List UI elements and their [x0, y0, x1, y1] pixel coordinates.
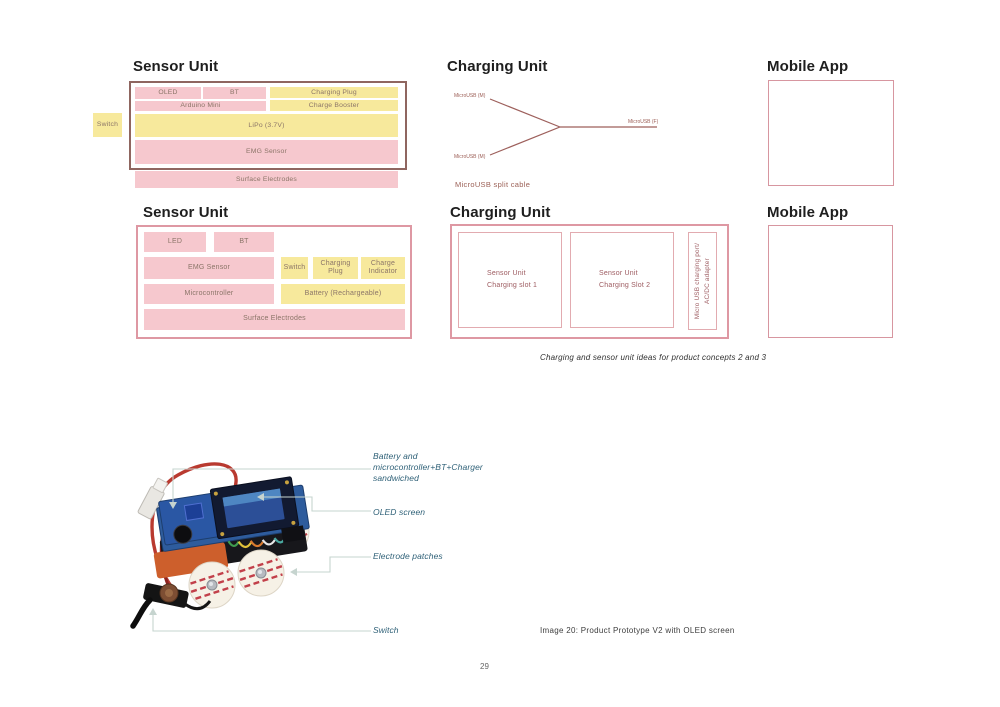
mobile-app-1-title: Mobile App	[767, 58, 849, 75]
image-caption: Image 20: Product Prototype V2 with OLED screen	[540, 626, 735, 635]
block-bt-1: BT	[203, 87, 266, 99]
split-cable-caption: MicroUSB split cable	[455, 180, 531, 189]
leader-electrodes	[296, 557, 371, 572]
cable-branch-bottom	[490, 127, 560, 155]
block-surface-electrodes-2: Surface Electrodes	[144, 309, 405, 330]
leader-switch	[153, 614, 371, 631]
sensor-unit-1-title: Sensor Unit	[133, 58, 219, 75]
cable-label-male-bottom: MicroUSB (M)	[454, 154, 486, 160]
usb-port-line2: AC/DC adapter	[703, 258, 711, 304]
block-surface-electrodes-1: Surface Electrodes	[135, 171, 398, 188]
circuit-board-stack	[145, 475, 314, 579]
block-bt-2: BT	[214, 232, 274, 252]
block-switch-1: Switch	[93, 113, 122, 137]
mobile-app-2-title: Mobile App	[767, 204, 849, 221]
block-charge-indicator: Charge Indicator	[361, 257, 405, 279]
sensor-unit-2-title: Sensor Unit	[143, 204, 229, 221]
block-switch-2: Switch	[281, 257, 308, 279]
electrode-patch	[238, 550, 285, 596]
arrow-up-icon	[149, 608, 157, 615]
cable-label-male-top: MicroUSB (M)	[454, 93, 486, 99]
usb-port-label	[693, 233, 713, 329]
label-oled: OLED screen	[373, 507, 426, 517]
charging-slot-2	[570, 232, 674, 328]
mobile-app-1-box	[768, 80, 894, 186]
label-electrodes: Electrode patches	[373, 551, 443, 561]
label-switch: Switch	[373, 625, 399, 635]
slot2-line1: Sensor Unit	[599, 269, 638, 277]
block-lipo: LiPo (3.7V)	[135, 114, 398, 137]
block-charging-plug-2: Charging Plug	[313, 257, 358, 279]
label-battery: Battery and microcontroller+BT+Charger sandwiched	[373, 451, 483, 484]
page-number: 29	[480, 662, 489, 671]
split-cable-diagram	[440, 86, 670, 186]
block-charging-plug-1: Charging Plug	[270, 87, 398, 98]
concepts-caption: Charging and sensor unit ideas for product concepts 2 and 3	[540, 353, 767, 362]
slot2-line2: Charging Slot 2	[599, 282, 651, 289]
charging-unit-1-title: Charging Unit	[447, 58, 548, 75]
block-arduino-mini: Arduino Mini	[135, 101, 266, 111]
prototype-photo	[130, 440, 380, 665]
slot1-line1: Sensor Unit	[487, 269, 526, 277]
cable-branch-top	[490, 99, 560, 127]
slot1-line2: Charging slot 1	[487, 282, 538, 289]
block-battery: Battery (Rechargeable)	[281, 284, 405, 304]
arrow-left-icon	[290, 568, 297, 576]
charging-slot-1	[458, 232, 562, 328]
mobile-app-2-box	[768, 225, 893, 338]
block-led: LED	[144, 232, 206, 252]
block-microcontroller: Microcontroller	[144, 284, 274, 304]
block-charge-booster: Charge Booster	[270, 100, 398, 111]
electrode-patch	[189, 562, 236, 608]
block-emg-sensor-1: EMG Sensor	[135, 140, 398, 164]
usb-port-slot	[688, 232, 717, 330]
charging-unit-2-title: Charging Unit	[450, 204, 551, 221]
usb-port-line1: Micro USB charging port/	[693, 242, 701, 320]
block-oled: OLED	[135, 87, 201, 99]
cable-label-female: MicroUSB (F)	[628, 119, 659, 125]
block-emg-sensor-2: EMG Sensor	[144, 257, 274, 279]
